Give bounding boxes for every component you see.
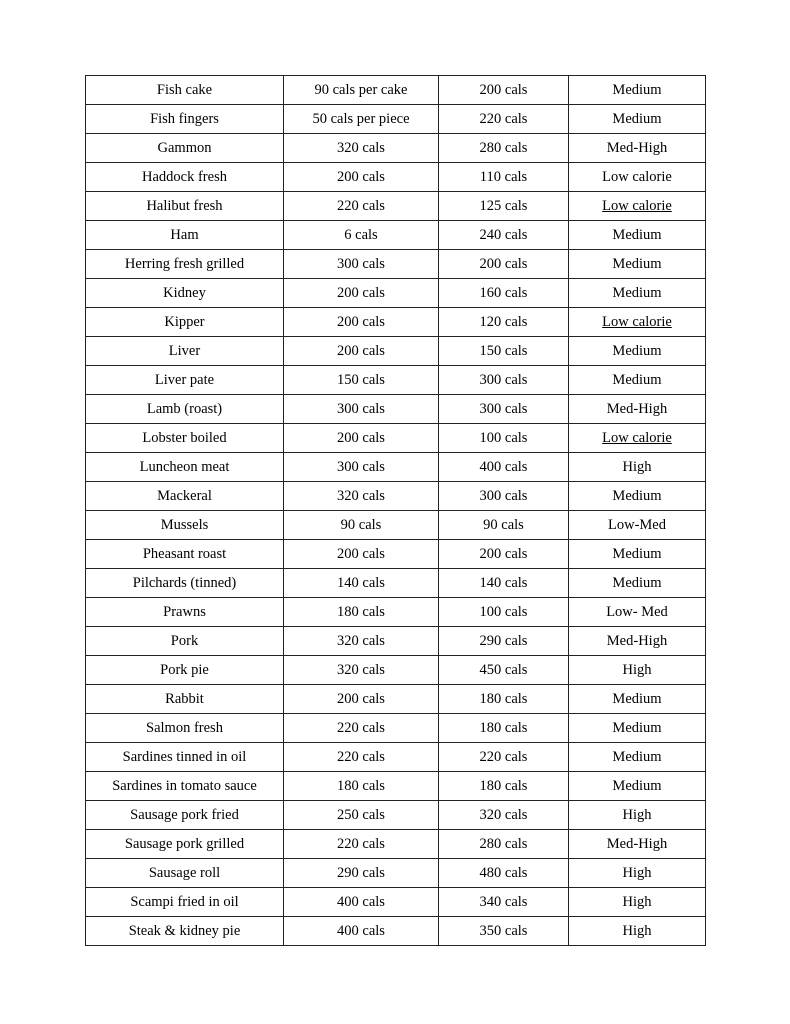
calories-per-100g-cell: 120 cals <box>439 308 569 337</box>
calories-per-100g-cell: 290 cals <box>439 627 569 656</box>
calorie-rating-cell: Medium <box>569 685 706 714</box>
calories-per-portion-cell: 200 cals <box>284 279 439 308</box>
food-name-cell: Kidney <box>86 279 284 308</box>
calories-per-portion-cell: 180 cals <box>284 772 439 801</box>
calories-per-100g-cell: 200 cals <box>439 250 569 279</box>
food-name-cell: Liver <box>86 337 284 366</box>
calorie-rating-cell: Medium <box>569 772 706 801</box>
calorie-rating-cell: Medium <box>569 105 706 134</box>
calories-per-100g-cell: 100 cals <box>439 424 569 453</box>
calories-per-portion-cell: 290 cals <box>284 859 439 888</box>
table-row <box>86 250 706 279</box>
calories-per-portion-cell: 320 cals <box>284 656 439 685</box>
calorie-rating-cell: Low calorie <box>569 192 706 221</box>
calories-per-portion-cell: 200 cals <box>284 308 439 337</box>
food-name-cell: Sausage pork grilled <box>86 830 284 859</box>
food-name-cell: Liver pate <box>86 366 284 395</box>
food-name-cell: Sardines tinned in oil <box>86 743 284 772</box>
table-row <box>86 308 706 337</box>
calories-per-100g-cell: 160 cals <box>439 279 569 308</box>
calories-per-100g-cell: 350 cals <box>439 917 569 946</box>
table-body <box>86 76 706 946</box>
calorie-rating-cell: Low calorie <box>569 308 706 337</box>
calorie-rating-cell: High <box>569 801 706 830</box>
calorie-rating-cell: Medium <box>569 250 706 279</box>
calories-per-portion-cell: 90 cals <box>284 511 439 540</box>
calories-per-100g-cell: 300 cals <box>439 482 569 511</box>
calories-per-100g-cell: 180 cals <box>439 685 569 714</box>
calories-per-portion-cell: 400 cals <box>284 888 439 917</box>
calories-per-portion-cell: 90 cals per cake <box>284 76 439 105</box>
table-row <box>86 192 706 221</box>
calorie-rating-cell: Medium <box>569 714 706 743</box>
table-row <box>86 453 706 482</box>
food-name-cell: Salmon fresh <box>86 714 284 743</box>
calories-per-100g-cell: 300 cals <box>439 366 569 395</box>
calories-per-portion-cell: 220 cals <box>284 192 439 221</box>
table-row <box>86 424 706 453</box>
table-row <box>86 540 706 569</box>
food-name-cell: Haddock fresh <box>86 163 284 192</box>
calories-per-100g-cell: 450 cals <box>439 656 569 685</box>
food-name-cell: Fish fingers <box>86 105 284 134</box>
food-name-cell: Pork <box>86 627 284 656</box>
food-name-cell: Pheasant roast <box>86 540 284 569</box>
calories-per-100g-cell: 280 cals <box>439 134 569 163</box>
food-name-cell: Ham <box>86 221 284 250</box>
calories-per-portion-cell: 180 cals <box>284 598 439 627</box>
calories-per-100g-cell: 200 cals <box>439 76 569 105</box>
food-name-cell: Gammon <box>86 134 284 163</box>
food-name-cell: Mussels <box>86 511 284 540</box>
calories-per-portion-cell: 200 cals <box>284 685 439 714</box>
calories-per-portion-cell: 50 cals per piece <box>284 105 439 134</box>
table-row <box>86 366 706 395</box>
calories-per-100g-cell: 180 cals <box>439 714 569 743</box>
calorie-rating-cell: Low calorie <box>569 424 706 453</box>
calorie-rating-cell: Medium <box>569 743 706 772</box>
food-name-cell: Lamb (roast) <box>86 395 284 424</box>
calorie-rating-cell: Low-Med <box>569 511 706 540</box>
calorie-rating-cell: Med-High <box>569 627 706 656</box>
food-name-cell: Fish cake <box>86 76 284 105</box>
table-row <box>86 917 706 946</box>
calories-per-100g-cell: 180 cals <box>439 772 569 801</box>
table-row <box>86 279 706 308</box>
calorie-rating-cell: Medium <box>569 76 706 105</box>
calories-per-portion-cell: 300 cals <box>284 395 439 424</box>
calorie-rating-cell: Medium <box>569 279 706 308</box>
calories-per-portion-cell: 200 cals <box>284 540 439 569</box>
calories-per-100g-cell: 125 cals <box>439 192 569 221</box>
table-row <box>86 163 706 192</box>
food-name-cell: Rabbit <box>86 685 284 714</box>
calories-per-portion-cell: 320 cals <box>284 482 439 511</box>
table-row <box>86 685 706 714</box>
food-name-cell: Sausage pork fried <box>86 801 284 830</box>
table-row <box>86 569 706 598</box>
table-row <box>86 714 706 743</box>
table-row <box>86 395 706 424</box>
calories-per-portion-cell: 220 cals <box>284 714 439 743</box>
calorie-rating-cell: High <box>569 859 706 888</box>
food-name-cell: Lobster boiled <box>86 424 284 453</box>
table-row <box>86 337 706 366</box>
calories-per-portion-cell: 200 cals <box>284 424 439 453</box>
calories-per-100g-cell: 100 cals <box>439 598 569 627</box>
calories-per-portion-cell: 220 cals <box>284 830 439 859</box>
food-name-cell: Herring fresh grilled <box>86 250 284 279</box>
calorie-rating-cell: Low calorie <box>569 163 706 192</box>
calorie-rating-cell: Medium <box>569 569 706 598</box>
table-row <box>86 656 706 685</box>
calorie-rating-cell: Low- Med <box>569 598 706 627</box>
food-name-cell: Scampi fried in oil <box>86 888 284 917</box>
food-name-cell: Sardines in tomato sauce <box>86 772 284 801</box>
calorie-rating-cell: Med-High <box>569 134 706 163</box>
food-name-cell: Kipper <box>86 308 284 337</box>
food-name-cell: Sausage roll <box>86 859 284 888</box>
table-row <box>86 859 706 888</box>
food-name-cell: Halibut fresh <box>86 192 284 221</box>
calories-per-portion-cell: 200 cals <box>284 337 439 366</box>
calories-per-portion-cell: 300 cals <box>284 453 439 482</box>
food-name-cell: Steak & kidney pie <box>86 917 284 946</box>
calories-per-100g-cell: 220 cals <box>439 105 569 134</box>
calories-per-portion-cell: 320 cals <box>284 627 439 656</box>
food-name-cell: Pilchards (tinned) <box>86 569 284 598</box>
calorie-rating-cell: Medium <box>569 482 706 511</box>
calorie-rating-cell: Med-High <box>569 395 706 424</box>
calories-per-100g-cell: 200 cals <box>439 540 569 569</box>
calories-per-100g-cell: 300 cals <box>439 395 569 424</box>
calorie-table <box>85 75 706 946</box>
table-row <box>86 511 706 540</box>
calories-per-100g-cell: 220 cals <box>439 743 569 772</box>
calories-per-100g-cell: 280 cals <box>439 830 569 859</box>
calorie-rating-cell: Med-High <box>569 830 706 859</box>
calories-per-portion-cell: 140 cals <box>284 569 439 598</box>
calories-per-portion-cell: 220 cals <box>284 743 439 772</box>
table-row <box>86 830 706 859</box>
calories-per-portion-cell: 6 cals <box>284 221 439 250</box>
table-row <box>86 221 706 250</box>
calorie-rating-cell: Medium <box>569 540 706 569</box>
calories-per-100g-cell: 320 cals <box>439 801 569 830</box>
calories-per-portion-cell: 300 cals <box>284 250 439 279</box>
table-row <box>86 801 706 830</box>
table-row <box>86 627 706 656</box>
table-row <box>86 772 706 801</box>
table-row <box>86 482 706 511</box>
calories-per-100g-cell: 340 cals <box>439 888 569 917</box>
table-row <box>86 888 706 917</box>
calories-per-portion-cell: 320 cals <box>284 134 439 163</box>
table-row <box>86 105 706 134</box>
food-name-cell: Mackeral <box>86 482 284 511</box>
calories-per-100g-cell: 240 cals <box>439 221 569 250</box>
calories-per-portion-cell: 150 cals <box>284 366 439 395</box>
food-name-cell: Luncheon meat <box>86 453 284 482</box>
calorie-rating-cell: High <box>569 453 706 482</box>
table-row <box>86 134 706 163</box>
calories-per-100g-cell: 400 cals <box>439 453 569 482</box>
calories-per-portion-cell: 250 cals <box>284 801 439 830</box>
table-row <box>86 598 706 627</box>
table-row <box>86 76 706 105</box>
calories-per-portion-cell: 200 cals <box>284 163 439 192</box>
calorie-rating-cell: High <box>569 656 706 685</box>
calories-per-100g-cell: 90 cals <box>439 511 569 540</box>
calorie-rating-cell: High <box>569 917 706 946</box>
calories-per-portion-cell: 400 cals <box>284 917 439 946</box>
calorie-rating-cell: High <box>569 888 706 917</box>
calories-per-100g-cell: 480 cals <box>439 859 569 888</box>
calories-per-100g-cell: 150 cals <box>439 337 569 366</box>
food-name-cell: Pork pie <box>86 656 284 685</box>
calorie-rating-cell: Medium <box>569 337 706 366</box>
calorie-rating-cell: Medium <box>569 366 706 395</box>
table-row <box>86 743 706 772</box>
calories-per-100g-cell: 140 cals <box>439 569 569 598</box>
food-name-cell: Prawns <box>86 598 284 627</box>
calories-per-100g-cell: 110 cals <box>439 163 569 192</box>
calorie-rating-cell: Medium <box>569 221 706 250</box>
